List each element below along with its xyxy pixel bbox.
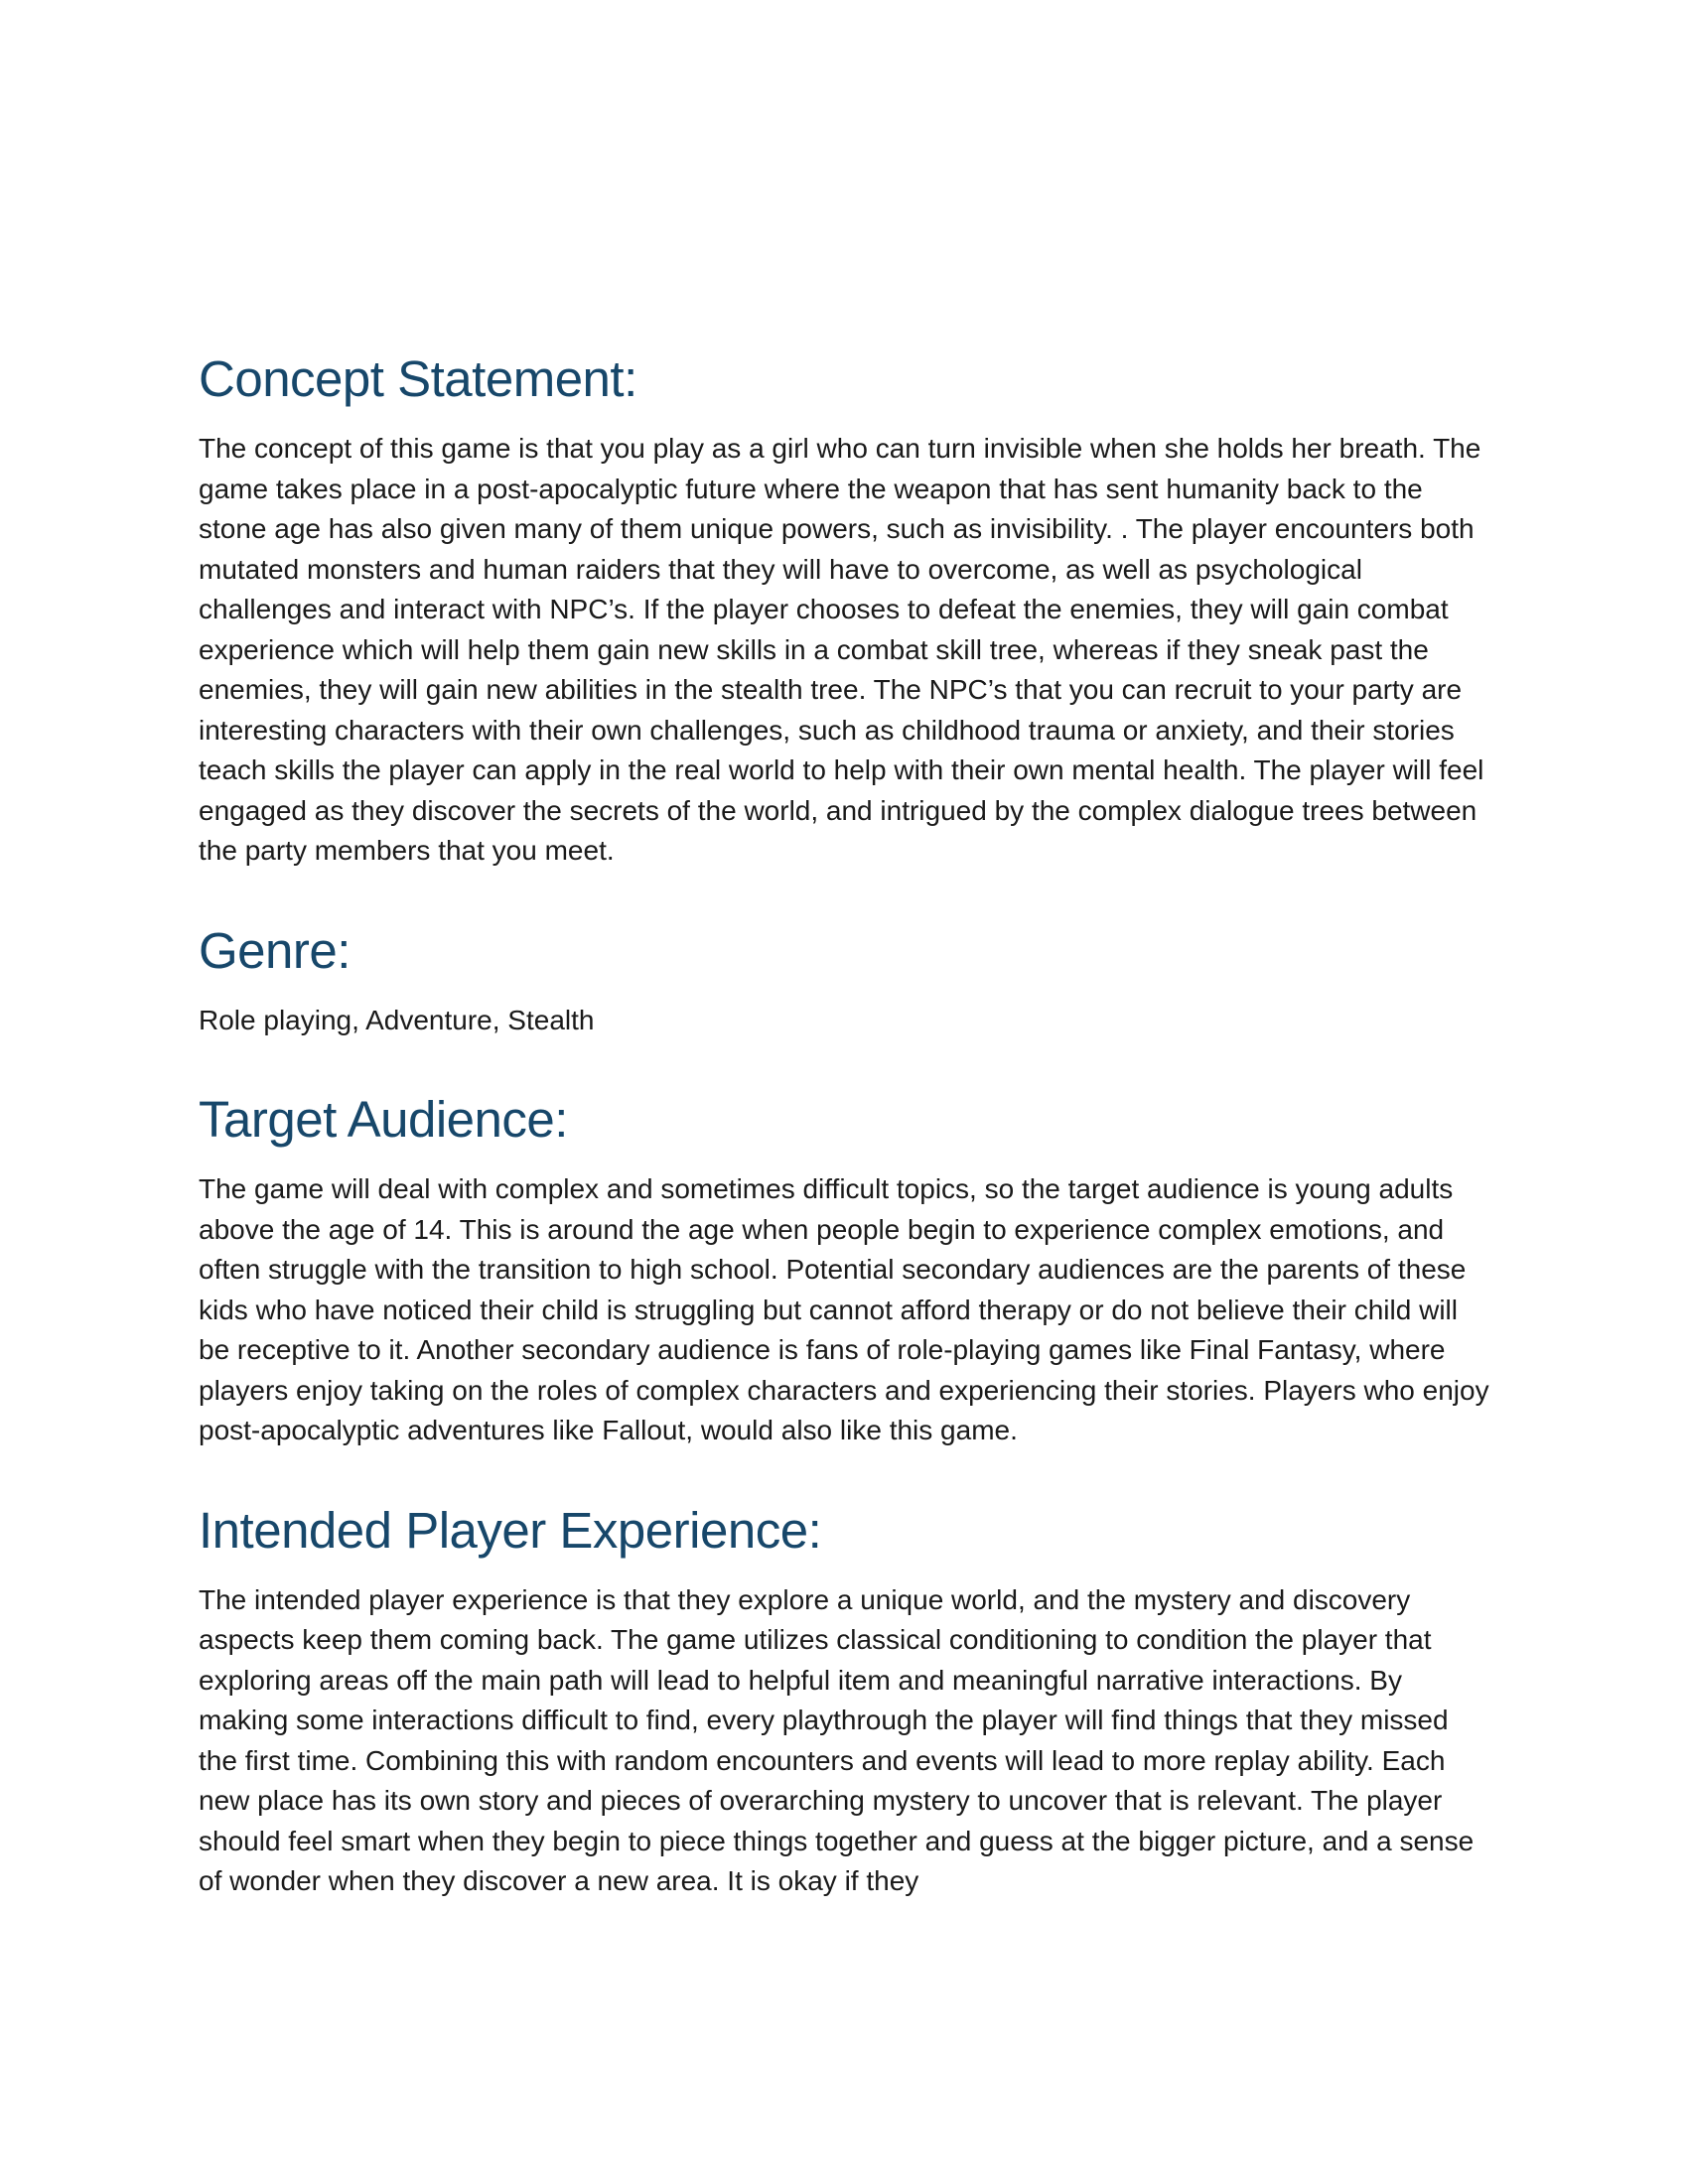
heading-concept-statement: Concept Statement: [199, 350, 637, 407]
section-target-audience [199, 1088, 1489, 1451]
document-content [199, 347, 1489, 1902]
section-concept-statement [199, 347, 1489, 872]
paragraph-genre: Role playing, Adventure, Stealth [199, 1004, 595, 1035]
section-genre [199, 919, 1489, 1041]
heading-target-audience: Target Audience: [199, 1091, 568, 1148]
heading-intended-player-experience: Intended Player Experience: [199, 1501, 822, 1559]
paragraph-concept-statement: The concept of this game is that you play as a girl who can turn invisible when she holds her breath. The game takes place in a post-apocalyptic future where the weapon that has sent humanity back to the stone age has also given many of them unique powers, such as invisibility. . The player encounters both mutated monsters and human raiders that they will have to overcome, as well as psychological challenges and interact with NPC’s. If the player chooses to defeat the enemies, they will gain combat experience which will help them gain new skills in a combat skill tree, whereas if they sneak past the enemies, they will gain new abilities in the stealth tree. The NPC’s that you can recruit to your party are interesting characters with their own challenges, such as childhood trauma or anxiety, and their stories teach skills the player can apply in the real world to help with their own mental health. The player will feel engaged as they discover the secrets of the world, and intrigued by the complex dialogue trees between the party members that you meet. [199, 433, 1484, 866]
heading-genre: Genre: [199, 921, 351, 979]
section-intended-player-experience [199, 1499, 1489, 1902]
paragraph-intended-player-experience: The intended player experience is that they explore a unique world, and the mystery and discovery aspects keep them coming back. The game utilizes classical conditioning to condition the player that exploring areas off the main path will lead to helpful item and meaningful narrative interactions. By making some interactions difficult to find, every playthrough the player will find things that they missed the first time. Combining this with random encounters and events will lead to more replay ability. Each new place has its own story and pieces of overarching mystery to uncover that is relevant. The player should feel smart when they begin to piece things together and guess at the bigger picture, and a sense of wonder when they discover a new area. It is okay if they [199, 1583, 1475, 1896]
paragraph-target-audience: The game will deal with complex and sometimes difficult topics, so the target audience is young adults above the age of 14. This is around the age when people begin to experience complex emotions, and often struggle with the transition to high school. Potential secondary audiences are the parents of these kids who have noticed their child is struggling but cannot afford therapy or do not believe their child will be receptive to it. Another secondary audience is fans of role-playing games like Final Fantasy, where players enjoy taking on the roles of complex characters and experiencing their stories. Players who enjoy post-apocalyptic adventures like Fallout, would also like this game. [199, 1173, 1489, 1445]
